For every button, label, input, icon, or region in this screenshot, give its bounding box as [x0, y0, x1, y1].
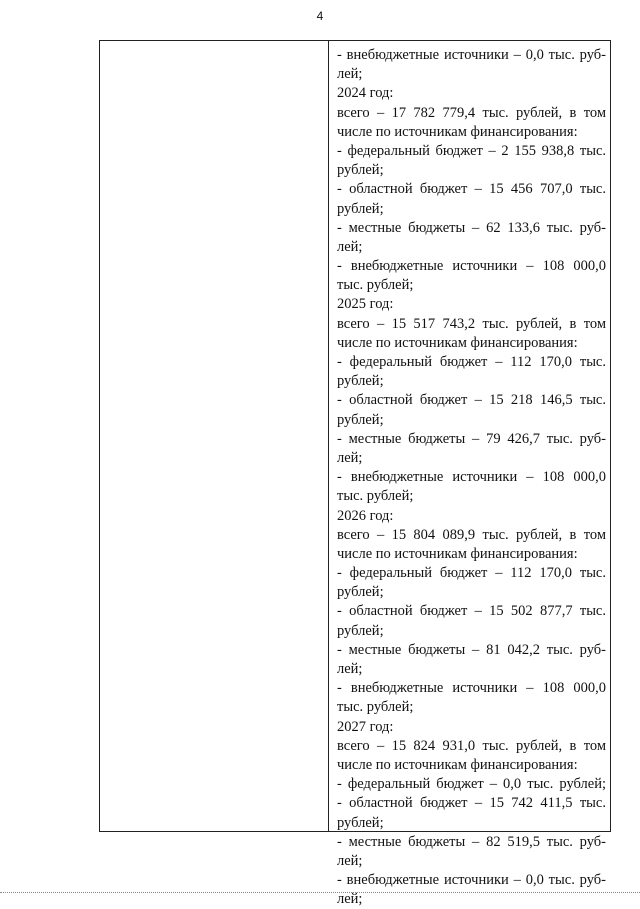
funding-text-line: рублей;	[337, 411, 384, 428]
bottom-rule	[0, 892, 640, 893]
funding-text-line: - местные бюджеты – 62 133,6 тыс. руб-	[337, 219, 606, 236]
funding-text-line: 2024 год:	[337, 85, 394, 102]
funding-text-line: числе по источникам финансирования:	[337, 334, 578, 351]
funding-text-line: - федеральный бюджет – 2 155 938,8 тыс.	[337, 142, 606, 159]
funding-text-line: всего – 17 782 779,4 тыс. рублей, в том	[337, 104, 606, 121]
funding-text-line: рублей;	[337, 162, 384, 179]
funding-text-line: - внебюджетные источники – 0,0 тыс. руб-	[337, 47, 606, 63]
funding-text-line: числе по источникам финансирования:	[337, 123, 578, 140]
funding-text-line: всего – 15 804 089,9 тыс. рублей, в том	[337, 526, 606, 543]
funding-table	[99, 40, 611, 908]
funding-text-line: 2026 год:	[337, 507, 394, 524]
funding-text-line: - федеральный бюджет – 112 170,0 тыс.	[337, 354, 606, 370]
funding-text-line: числе по источникам финансирования:	[337, 756, 578, 773]
funding-text-line: лей;	[337, 66, 363, 83]
table-left-column	[100, 41, 329, 831]
funding-text-line: - внебюджетные источники – 108 000,0	[337, 469, 606, 486]
funding-text-line: рублей;	[337, 373, 384, 390]
funding-text-line: - местные бюджеты – 81 042,2 тыс. руб-	[337, 641, 606, 658]
funding-text-line: всего – 15 517 743,2 тыс. рублей, в том	[337, 315, 606, 332]
funding-text-line: лей;	[337, 661, 363, 677]
funding-text-line: лей;	[337, 891, 363, 908]
table-right-column	[329, 41, 610, 908]
funding-text-line: 2027 год:	[337, 718, 394, 735]
funding-text-line: рублей;	[337, 814, 384, 831]
funding-text-line: рублей;	[337, 584, 384, 601]
funding-text-line: числе по источникам финансирования:	[337, 545, 578, 562]
funding-text-line: - областной бюджет – 15 742 411,5 тыс.	[337, 795, 606, 812]
funding-text-line: - внебюджетные источники – 0,0 тыс. руб-	[337, 872, 606, 889]
funding-text-line: - областной бюджет – 15 502 877,7 тыс.	[337, 603, 606, 620]
funding-text-line: - областной бюджет – 15 218 146,5 тыс.	[337, 392, 606, 409]
funding-text-line: рублей;	[337, 622, 384, 639]
funding-text-line: 2025 год:	[337, 296, 394, 313]
funding-text-line: - внебюджетные источники – 108 000,0	[337, 680, 606, 697]
funding-text-line: рублей;	[337, 200, 384, 217]
page-number: 4	[316, 9, 324, 23]
funding-text-line: - областной бюджет – 15 456 707,0 тыс.	[337, 181, 606, 198]
funding-text-line: лей;	[337, 449, 363, 466]
funding-text-line: - федеральный бюджет – 0,0 тыс. рублей;	[337, 776, 606, 793]
funding-text-line: лей;	[337, 238, 363, 255]
funding-text-line: всего – 15 824 931,0 тыс. рублей, в том	[337, 737, 606, 754]
funding-text-line: - местные бюджеты – 82 519,5 тыс. руб-	[337, 833, 606, 850]
funding-text-line: - местные бюджеты – 79 426,7 тыс. руб-	[337, 430, 606, 447]
funding-text-line: тыс. рублей;	[337, 277, 414, 294]
funding-text-line: тыс. рублей;	[337, 699, 414, 716]
funding-text-line: - федеральный бюджет – 112 170,0 тыс.	[337, 565, 606, 582]
funding-text-line: - внебюджетные источники – 108 000,0	[337, 258, 606, 275]
funding-text-line: лей;	[337, 852, 363, 869]
funding-text-line: тыс. рублей;	[337, 488, 414, 505]
